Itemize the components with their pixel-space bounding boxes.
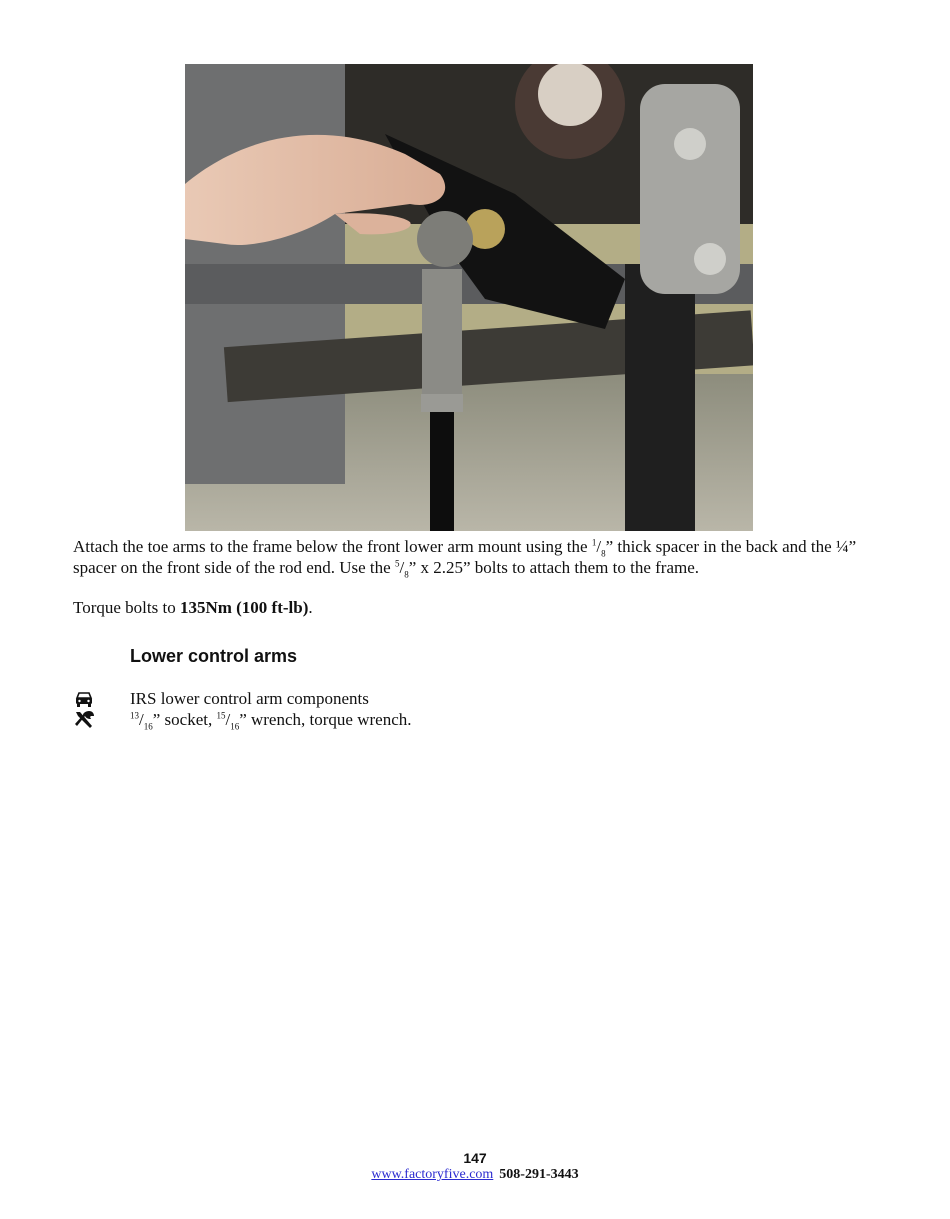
fraction-denominator: 8 bbox=[404, 569, 409, 580]
car-icon bbox=[73, 689, 95, 709]
instruction-paragraph: Attach the toe arms to the frame below the front lower arm mount using the $^1/_8$” thick spacer in the back and the ¼” spacer on the front side of the rod end. Use the $^5/_8$” x 2.25” bolts to attach them to the frame. bbox=[73, 537, 857, 580]
fraction-denominator: 8 bbox=[601, 548, 606, 559]
fraction-numerator: 15 bbox=[216, 710, 226, 721]
photo-scene bbox=[185, 64, 753, 531]
fraction-denominator: 16 bbox=[230, 721, 240, 732]
phone-number: 508-291-3443 bbox=[499, 1167, 579, 1182]
text-span: ” x 2.25” bolts to attach them to the frame. bbox=[408, 558, 700, 577]
website-link[interactable]: www.factoryfive.com bbox=[371, 1167, 494, 1182]
fraction-numerator: 13 bbox=[130, 710, 139, 721]
text-span: ” socket, bbox=[152, 710, 217, 729]
torque-value: 135Nm (100 ft-lb) bbox=[179, 598, 309, 617]
fraction-denominator: 16 bbox=[143, 721, 153, 732]
footer-contact bbox=[0, 1167, 950, 1183]
tools-icon bbox=[73, 710, 95, 730]
tools-text: $^{13}/_{16}$” socket, $^{15}/_{16}$” wrench, torque wrench. bbox=[130, 710, 412, 732]
text-span: ” thick spacer in the back and the ¼” spacer on the front side of the rod end. Use the bbox=[73, 537, 857, 577]
text-span: Torque bolts to bbox=[73, 598, 180, 617]
text-span: ” wrench, torque wrench. bbox=[239, 710, 412, 729]
torque-paragraph bbox=[73, 597, 873, 618]
text-span: Attach the toe arms to the frame below the front lower arm mount using the bbox=[73, 537, 592, 556]
parts-text: IRS lower control arm components bbox=[130, 689, 369, 708]
install-photo bbox=[185, 64, 753, 531]
fraction-numerator: 1 bbox=[591, 537, 597, 548]
page-number: 147 bbox=[463, 1150, 487, 1166]
section-heading: Lower control arms bbox=[130, 646, 298, 666]
text-span: . bbox=[308, 598, 313, 617]
fraction-numerator: 5 bbox=[394, 558, 400, 569]
